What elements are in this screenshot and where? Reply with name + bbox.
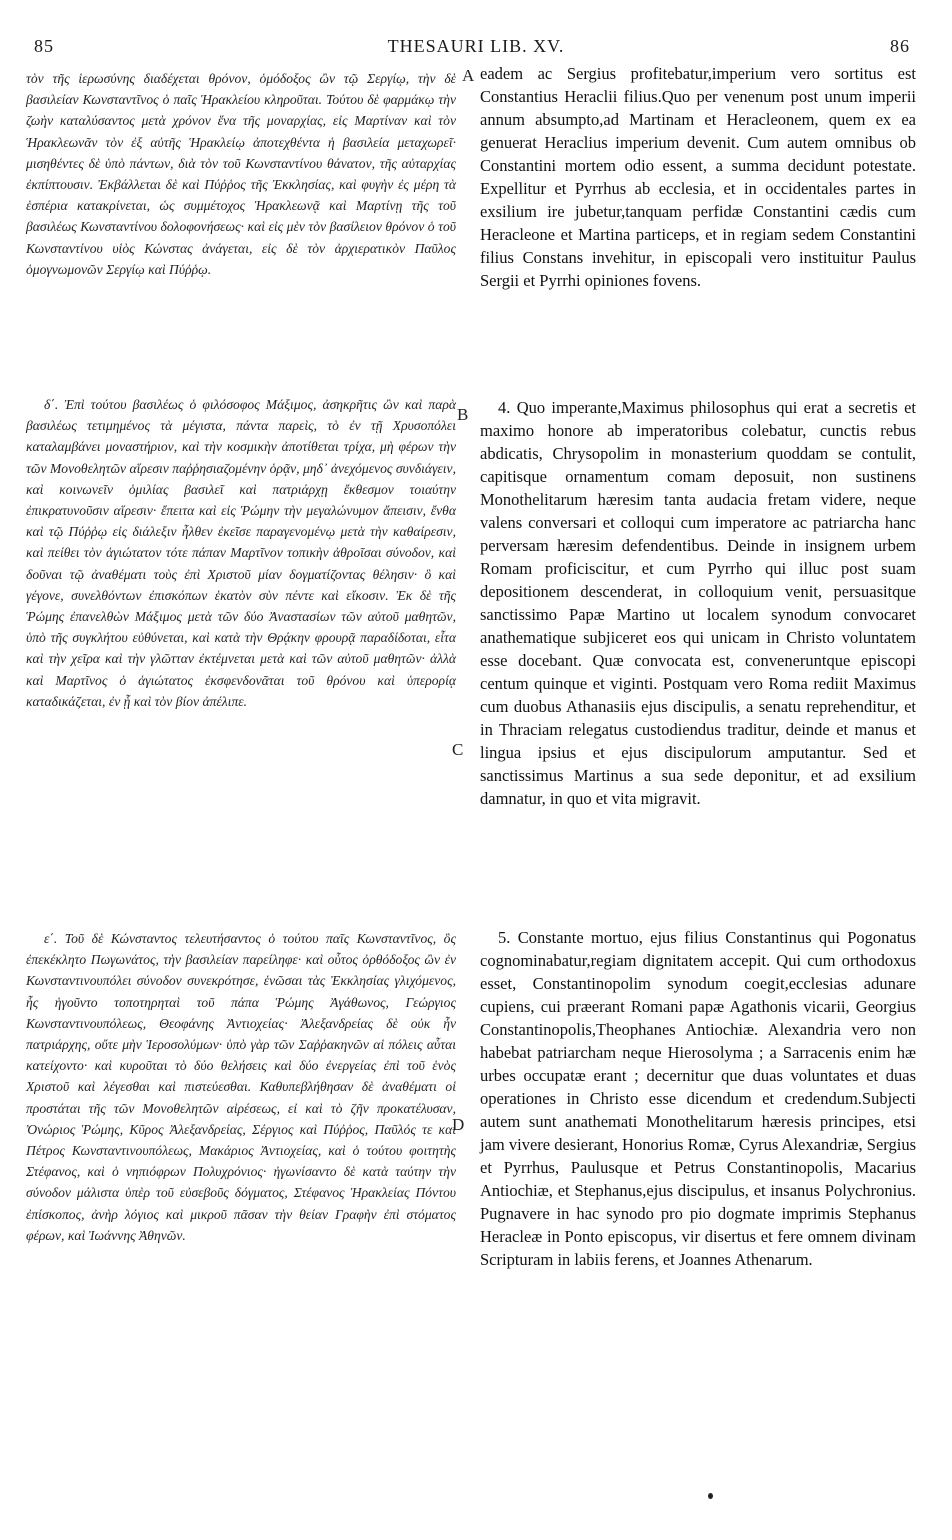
greek-paragraph-3: τὸν τῆς ἱερωσύνης διαδέχεται θρόνον, ὁμόδοξος ὢν τῷ Σεργίῳ, τὴν δὲ βασιλείαν Κωνσταντῖνος ὁ παῖς Ἡρακλείου κληροῦται. Τούτου δὲ φαρμάκῳ τὴν ζωὴν καταλύσαντος μετὰ χρόνον ἕνα τῆς μοναρχίας, εἰς Μαρτίναν καὶ τὸν Ἡρακλεωνᾶν τὸν ἐξ αὐτῆς Ἡρακλείῳ ἀποτεχθέντα ἡ βασιλεία μεταχωρεῖ· μισηθέντες δὲ ὑπὸ πάντων, διὰ τὸν τοῦ Κωνσταντίνου θάνατον, τῆς αὐταρχίας ἐκπίπτουσιν. Ἐκβάλλεται δὲ καὶ Πύῤῥος τῆς Ἐκκλησίας, καὶ φυγὴν ἐς μέρη τὰ ἑσπέρια κατακρίνεται, ὡς συμμέτοχος Ἡρακλεωνᾷ καὶ Μαρτίνῃ τῆς τοῦ βασιλέως Κωνσταντίνου δολοφονήσεως· καὶ εἰς μὲν τὸν βασίλειον θρόνον ὁ τοῦ Κωνσταντίνου υἱὸς Κώνστας ἀνάγεται, εἰς δὲ τὸν ἀρχιερατικὸν Παῦλος ὁμογνωμονῶν Σεργίῳ καὶ Πύῤῥῳ. bbox=[26, 71, 456, 277]
running-title: THESAURI LIB. XV. bbox=[387, 36, 565, 56]
greek-column-section-5 bbox=[26, 928, 456, 1446]
greek-column-section-4 bbox=[26, 394, 456, 916]
latin-column-section-5 bbox=[480, 926, 916, 1388]
latin-column-section-3 bbox=[480, 62, 916, 354]
running-header bbox=[30, 36, 922, 60]
latin-paragraph-3: eadem ac Sergius profitebatur,imperium vero sortitus est Constantius Heraclii filius.Quo per venenum post unum imperii annum absumpto,ad Martinam et Heracleonem, quem ex ea genuerat Heraclius imperium devenit. Cum autem omnibus ob Constantini mortem odio essent, a summa decidunt potestate. Expellitur et Pyrrhus ab ecclesia, et in occidentales partes in exsilium ire jubetur,tanquam perfidæ Constantini cædis cum Heracleone et Martina particeps, et in regiam sedem Constantini filius Constans invehitur, in episcopali vero instituitur Paulus Sergii et Pyrrhi opiniones fovens. bbox=[480, 64, 916, 290]
margin-letter-a: A bbox=[462, 66, 475, 85]
latin-column-section-4 bbox=[480, 396, 916, 920]
page-number-right: 86 bbox=[890, 36, 910, 56]
margin-letter-d: D bbox=[452, 1115, 465, 1134]
page-number-left: 85 bbox=[34, 36, 54, 56]
greek-paragraph-4: δ΄. Ἐπὶ τούτου βασιλέως ὁ φιλόσοφος Μάξιμος, ἀσηκρῆτις ὢν καὶ παρὰ βασιλέως τετιμημένος τὰ μέγιστα, πάντα παρεὶς, τὸ ἐν τῇ Χρυσοπόλει καταλαμβάνει μοναστήριον, καὶ τὴν κοσμικὴν ἀποτίθεται τρίχα, μὴ φέρων τὴν τῶν Μονοθελητῶν αἵρεσιν παῤῥησιαζομένην ὁρᾷν, μηδ᾽ ἀνεχόμενος συνδιάγειν, καὶ κοινωνεῖν ὁμιλίας βασιλεῖ καὶ πατριάρχῃ ἔκθεσμον τοιαύτην ἐπικρατυνοῦσιν αἵρεσιν· ἔπειτα καὶ εἰς Ῥώμην τὴν μεγαλώνυμον ἄπεισιν, ἔνθα καὶ τῷ Πύῤῥῳ εἰς διάλεξιν ἦλθεν ἐκεῖσε παραγενομένῳ μετὰ τὴν καθαίρεσιν, καὶ πείθει τὸν ἁγιώτατον τότε πάπαν Μαρτῖνον τοπικὴν ἀθροῖσαι σύνοδον, καὶ δοῦναι τῷ ἀναθέματι τοὺς ἐπὶ Χριστοῦ μίαν δογματίζοντας θέλησιν· ὃ καὶ γέγονε, συνελθόντων ἐπισκόπων ἑκατὸν σὺν πέντε καὶ εἴκοσιν. Ἐκ δὲ τῆς Ῥώμης ἐπανελθὼν Μάξιμος μετὰ τῶν δύο Ἀναστασίων τῶν αὐτοῦ μαθητῶν, ὑπὸ τῆς συγκλήτου εὐθύνεται, καὶ κατὰ τὴν Θρᾴκην φρουρᾷ παραδίδοται, εἶτα καὶ τὴν χεῖρα καὶ τὴν γλῶτταν ἐκτέμνεται μετὰ καὶ τῶν αὐτοῦ μαθητῶν· ἀλλὰ καὶ Μαρτῖνος ὁ ἁγιώτατος ἐκσφενδονᾶται τοῦ θρόνου καὶ ὑπερορίᾳ καταδικάζεται, ἐν ᾗ καὶ τὸν βίον ἀπέλιπε. bbox=[26, 397, 456, 709]
latin-paragraph-4: 4. Quo imperante,Maximus philosophus qui erat a secretis et maximo honore ab imperatoribus colebatur, cunctis rebus abdicatis, Chrysopolim in monasterium quoddam se contulit, capitisque ornamentum comam deposuit, non sustinens Monothelitarum hæresim tanta audacia fretam videre, neque valens conversari et colloqui cum imperatore ac patriarcha hanc perversam hæresim defendentibus. Deinde in insignem urbem Romam proficiscitur, et cum Pyrrho qui illuc post suam depositionem descenderat, in colloquium venit, persuasitque sanctissimo Papæ Martino ut localem synodum convocaret anathematique subjiceret eos qui unicam in Christo voluntatem esse docebant. Quæ convocata est, conveneruntque episcopi centum quinque et viginti. Postquam vero Roma rediit Maximus cum duobus Athanasiis ejus discipulis, a senatu reprehenditur, et in Thraciam relegatus custodiendus traditur, deinde et manus et lingua ipsius et ejus discipulorum amputantur. Sed et sanctissimus Martinus a sua sede deponitur, et ad exsilium damnatur, in quo et vita migravit. bbox=[480, 398, 916, 808]
greek-column-section-3 bbox=[26, 68, 456, 380]
latin-paragraph-5: 5. Constante mortuo, ejus filius Constantinus qui Pogonatus cognominabatur,regiam dignitatem accepit. Qui cum orthodoxus esset, Constantinopolim synodum coegit,ecclesias adunare cupiens, cui præerant Romani papæ Agathonis vicarii, Georgius Constantinopolis,Theophanes Antiochiæ. Alexandria vero non habebat patriarcham neque Hierosolyma ; a Sarracenis enim hæ urbes occupatæ erant ; decernitur que duas voluntates et duas operationes in Christo esse dicendum et credendum.Subjecti autem sunt anathemati Monothelitarum hæresis principes, etsi jam vivere desierant, Honorius Romæ, Cyrus Alexandriæ, Sergius et Pyrrhus, Paulusque et Petrus Constantinopolis, Macarius Antiochiæ, et Stephanus,ejus discipulus, et insanus Polychronius. Pugnavere in hac synodo pro pio dogmate imprimis Stephanus Heracleæ in Ponto episcopus, vir disertus et fere omnem divinam Scripturam in labiis ferens, et Joannes Athenarum. bbox=[480, 928, 916, 1269]
margin-letter-c: C bbox=[452, 740, 464, 759]
ink-speck bbox=[708, 1493, 713, 1499]
greek-paragraph-5: ε΄. Τοῦ δὲ Κώνσταντος τελευτήσαντος ὁ τούτου παῖς Κωνσταντῖνος, ὃς ἐπεκέκλητο Πωγωνάτος, τὴν βασιλείαν παρείληφε· καὶ οὗτος ὀρθόδοξος ὢν ἐν Κωνσταντινουπόλει σύνοδον συνεκρότησε, ἑνῶσαι τὰς Ἐκκλησίας γλιχόμενος, ἧς ἡγοῦντο τοποτηρηταὶ τοῦ πάπα Ῥώμης Ἀγάθωνος, Γεώργιος Κωνσταντινουπόλεως, Θεοφάνης Ἀντιοχείας· Ἀλεξανδρείας δὲ οὐκ ἦν πατριάρχης, οὔτε μὴν Ἱεροσολύμων· ὑπὸ γὰρ τῶν Σαῤῥακηνῶν αἱ πόλεις αὗται κατείχοντο· καὶ κυροῦται τὸ δύο θελήσεις καὶ δύο ἐνεργείας ἐπὶ τοῦ ἑνὸς Χριστοῦ καὶ λέγεσθαι καὶ πιστεύεσθαι. Καθυπεβλήθησαν δὲ ἀναθέματι οἱ προστάται τῆς τῶν Μονοθελητῶν αἱρέσεως, εἰ καὶ τὸ ζῆν προκατέλυσαν, Ὀνώριος Ῥώμης, Κῦρος Ἀλεξανδρείας, Σέργιος καὶ Πύῤῥος, Παῦλός τε καὶ Πέτρος Κωνσταντινουπόλεως, Μακάριος Ἀντιοχείας, καὶ ὁ τούτου φοιτητὴς Στέφανος, καὶ ὁ νηπιόφρων Πολυχρόνιος· ἠγωνίσαντο δὲ κατὰ ταύτην τὴν σύνοδον μάλιστα ὑπὲρ τοῦ εὐσεβοῦς δόγματος, Στέφανος Ἡρακλείας Πόντου ἐπίσκοπος, ἀνὴρ λόγιος καὶ μικροῦ πᾶσαν τὴν θείαν Γραφὴν ἐπὶ στόματος φέρων, καὶ Ἰωάννης Ἀθηνῶν. bbox=[26, 931, 456, 1243]
margin-letter-b: B bbox=[457, 405, 469, 424]
